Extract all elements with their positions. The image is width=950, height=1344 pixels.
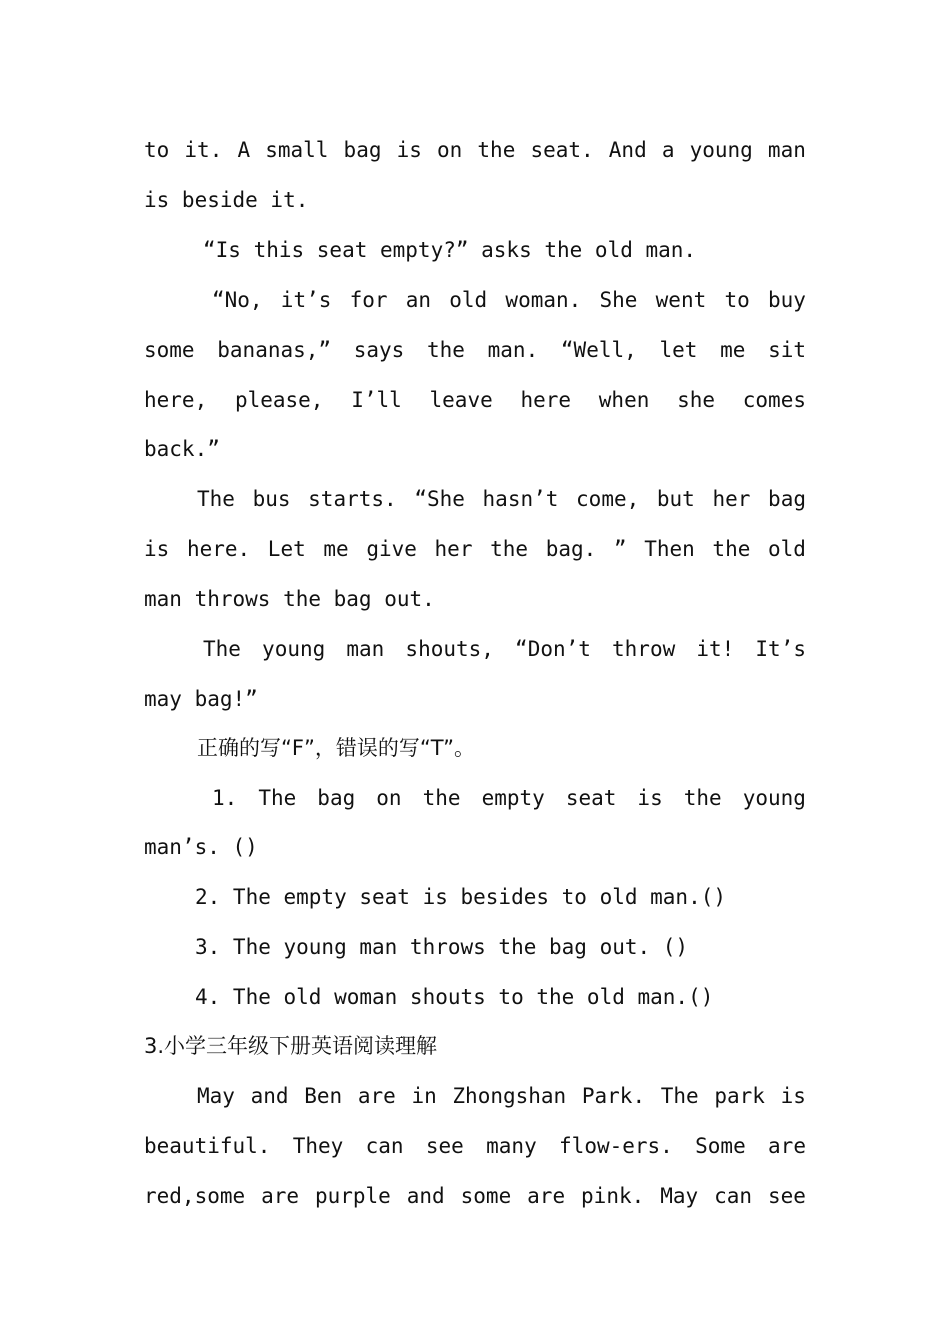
paragraph-line: “Is this seat empty?” asks the old man. — [203, 238, 697, 262]
word: “Well, — [560, 338, 637, 362]
paragraph-line — [144, 132, 806, 168]
word: flow-ers. — [559, 1134, 673, 1158]
question-item: 2. The empty seat is besides to old man.() — [195, 885, 727, 909]
word: hasn’t — [482, 487, 559, 511]
word: Zhongshan — [452, 1084, 567, 1108]
word: to — [144, 138, 170, 162]
word: ” — [613, 537, 627, 561]
word: is — [144, 537, 170, 561]
word: some — [144, 338, 195, 362]
word: some — [460, 1184, 512, 1208]
word: here, — [144, 388, 208, 412]
word: are — [527, 1184, 566, 1208]
word: May — [197, 1084, 235, 1108]
word: on — [376, 786, 402, 810]
word: Ben — [304, 1084, 343, 1108]
word: throw — [612, 637, 676, 661]
word: is — [396, 138, 422, 162]
word: seat. — [530, 138, 594, 162]
word: young — [689, 138, 753, 162]
word: can — [714, 1184, 752, 1208]
word: an — [405, 288, 432, 312]
word: bananas,” — [217, 338, 332, 362]
word: sit — [768, 338, 806, 362]
word: woman. — [505, 288, 582, 312]
word: her — [434, 537, 473, 561]
word: starts. — [308, 487, 397, 511]
word: it. — [184, 138, 223, 162]
word: 1. — [212, 786, 238, 810]
word: the — [427, 338, 465, 362]
word: it! — [696, 637, 735, 661]
word: red,some — [144, 1184, 246, 1208]
paragraph-line — [144, 1128, 806, 1164]
word: on — [437, 138, 463, 162]
word: her — [712, 487, 751, 511]
paragraph-line — [144, 531, 806, 567]
paragraph-line: back.” — [144, 437, 220, 461]
word: can — [365, 1134, 404, 1158]
word: are — [357, 1084, 396, 1108]
word: small — [265, 138, 329, 162]
word: leave — [429, 388, 493, 412]
word: old — [449, 288, 488, 312]
word: see — [767, 1184, 806, 1208]
word: bus — [252, 487, 291, 511]
word: May — [660, 1184, 699, 1208]
word: give — [366, 537, 417, 561]
word: and — [406, 1184, 445, 1208]
word: bag — [343, 138, 382, 162]
word: and — [250, 1084, 289, 1108]
question-item: 3. The young man throws the bag out. () — [195, 935, 689, 959]
word: buy — [767, 288, 806, 312]
word: it’s — [280, 288, 332, 312]
paragraph-line — [144, 332, 806, 368]
word: me — [323, 537, 349, 561]
word: man — [346, 637, 385, 661]
paragraph-line — [144, 382, 806, 418]
word: says — [353, 338, 405, 362]
word: went — [655, 288, 707, 312]
word: man. — [487, 338, 539, 362]
word: here — [520, 388, 572, 412]
word: let — [659, 338, 698, 362]
paragraph-line: may bag!” — [144, 687, 258, 711]
word: bag — [768, 487, 806, 511]
word: pink. — [581, 1184, 645, 1208]
word: Park. — [581, 1084, 646, 1108]
paragraph-line — [197, 481, 806, 517]
word: A — [237, 138, 251, 162]
word: She — [599, 288, 638, 312]
word: come, — [576, 487, 640, 511]
word: bag — [317, 786, 356, 810]
word: The — [660, 1084, 699, 1108]
word: here. — [186, 537, 251, 561]
word: bag. — [545, 537, 597, 561]
word: “No, — [212, 288, 263, 312]
word: “She — [414, 487, 465, 511]
paragraph-line — [203, 631, 806, 667]
word: young — [262, 637, 326, 661]
word: when — [598, 388, 650, 412]
word: please, — [234, 388, 324, 412]
word: the — [477, 138, 516, 162]
question-item: 4. The old woman shouts to the old man.() — [195, 985, 714, 1009]
word: the — [683, 786, 722, 810]
word: the — [422, 786, 461, 810]
word: purple — [314, 1184, 391, 1208]
paragraph-line: is beside it. — [144, 188, 309, 212]
word: It’s — [755, 637, 806, 661]
word: she — [677, 388, 716, 412]
word: is — [780, 1084, 806, 1108]
word: The — [258, 786, 297, 810]
paragraph-line — [197, 1078, 806, 1114]
word: park — [714, 1084, 765, 1108]
word: the — [712, 537, 751, 561]
word: young — [742, 786, 806, 810]
word: Some — [695, 1134, 746, 1158]
word: The — [197, 487, 235, 511]
word: shouts, — [405, 637, 494, 661]
word: many — [486, 1134, 537, 1158]
word: to — [724, 288, 750, 312]
word: comes — [742, 388, 806, 412]
paragraph-line — [212, 282, 806, 318]
word: are — [261, 1184, 300, 1208]
word: Then — [644, 537, 695, 561]
word: the — [490, 537, 529, 561]
word: me — [720, 338, 746, 362]
paragraph-line: man throws the bag out. — [144, 587, 435, 611]
question-item — [212, 780, 806, 816]
word: are — [768, 1134, 806, 1158]
word: but — [656, 487, 695, 511]
word: is — [637, 786, 663, 810]
word: empty — [481, 786, 545, 810]
word: They — [292, 1134, 344, 1158]
word: a — [661, 138, 675, 162]
word: old — [768, 537, 806, 561]
word: in — [411, 1084, 437, 1108]
instruction-text: 正确的写“F”，错误的写“T”。 — [197, 736, 475, 760]
word: Let — [267, 537, 306, 561]
word: And — [608, 138, 647, 162]
word: seat — [565, 786, 617, 810]
word: I’ll — [351, 388, 402, 412]
word: man — [767, 138, 806, 162]
word: beautiful. — [144, 1134, 271, 1158]
section-heading: 3.小学三年级下册英语阅读理解 — [144, 1034, 438, 1058]
word: see — [425, 1134, 464, 1158]
question-item: man’s. () — [144, 835, 258, 859]
word: for — [349, 288, 388, 312]
word: “Don’t — [515, 637, 591, 661]
word: The — [203, 637, 241, 661]
paragraph-line — [144, 1178, 806, 1214]
